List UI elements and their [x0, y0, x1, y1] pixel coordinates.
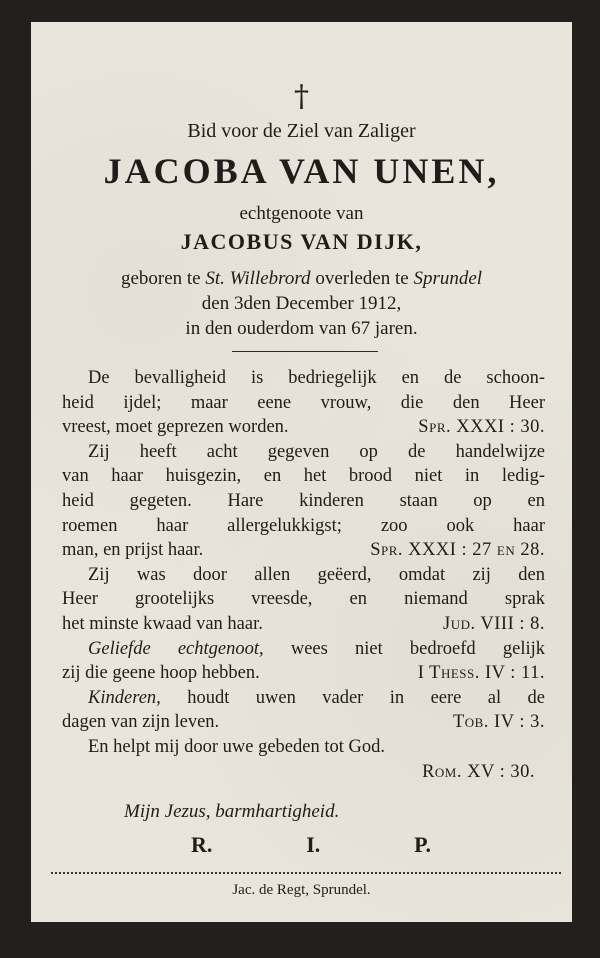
verse-line [62, 735, 545, 760]
verse-block [62, 366, 545, 784]
verse-italic: Geliefde echtgenoot, [88, 638, 264, 659]
verse-text: wees niet bedroefd gelijk [290, 638, 545, 659]
verse-text: vreest, moet geprezen worden. [62, 417, 289, 438]
death-date: den 3den December 1912, [201, 293, 402, 314]
dotted-divider [51, 872, 561, 874]
verse-line [62, 415, 545, 440]
prayer-line: Mijn Jezus, barmhartigheid. [124, 801, 340, 822]
verse-line [62, 366, 545, 391]
verse-reference: Spr. XXXI : 27 en 28. [370, 540, 545, 561]
verse-line [62, 637, 545, 662]
verse-text: roemen haar allergelukkigst; zoo ook haar [62, 515, 545, 536]
verse-line [62, 464, 545, 489]
verse-text: man, en prijst haar. [62, 540, 204, 561]
verse-text: het minste kwaad van haar. [62, 613, 263, 634]
died-prefix: overleden te [315, 268, 409, 289]
rip-letter: I. [306, 832, 321, 857]
verse-line [62, 538, 545, 563]
verse-reference: Spr. XXXI : 30. [418, 417, 545, 438]
verse-line [62, 514, 545, 539]
rip-letter: R. [191, 832, 213, 857]
cross-icon: † [294, 79, 309, 114]
verse-line [62, 587, 545, 612]
memorial-card [31, 22, 572, 922]
rip-letter: P. [414, 832, 431, 857]
verse-reference: Rom. XV : 30. [422, 761, 535, 782]
verse-text: Zij was door allen geëerd, omdat zij den [88, 564, 545, 585]
born-prefix: geboren te [120, 268, 201, 289]
verse-line [62, 661, 545, 686]
divider [232, 351, 378, 352]
verse-reference: I Thess. IV : 11. [417, 663, 545, 684]
verse-text: En helpt mij door uwe gebeden tot God. [88, 736, 385, 757]
verse-line [62, 760, 545, 785]
verse-line [62, 391, 545, 416]
died-place: Sprundel [413, 268, 483, 289]
verse-line [62, 489, 545, 514]
verse-text: dagen van zijn leven. [62, 712, 220, 733]
verse-text: De bevalligheid is bedriegelijk en de schoon- [88, 368, 545, 388]
pray-line: Bid voor de Ziel van Zaliger [187, 120, 416, 142]
printer-line: Jac. de Regt, Sprundel. [232, 882, 371, 898]
verse-reference: Jud. VIII : 8. [443, 613, 545, 634]
verse-text: heid ijdel; maar eene vrouw, die den Heer [62, 392, 545, 413]
rip [191, 832, 431, 858]
spouse-name: JACOBUS VAN DIJK, [180, 229, 423, 254]
verse-text: van haar huisgezin, en het brood niet in ledig- [62, 466, 545, 487]
verse-line [62, 710, 545, 735]
verse-text: zij die geene hoop hebben. [62, 663, 260, 684]
verse-line [62, 686, 545, 711]
deceased-name: JACOBA VAN UNEN, [103, 151, 500, 191]
spouse-of-label: echtgenoote van [239, 203, 364, 224]
verse-line [62, 612, 545, 637]
born-place: St. Willebrord [205, 268, 311, 289]
verse-italic: Kinderen, [88, 687, 161, 708]
verse-text: heid gegeten. Hare kinderen staan op en [62, 490, 545, 511]
birth-death-line [31, 268, 572, 290]
verse-text: houdt uwen vader in eere al de [187, 687, 546, 708]
verse-line [62, 440, 545, 465]
verse-line [62, 563, 545, 588]
verse-reference: Tob. IV : 3. [452, 712, 545, 733]
age-line: in den ouderdom van 67 jaren. [185, 318, 418, 339]
verse-text: Heer grootelijks vreesde, en niemand sprak [62, 589, 545, 610]
verse-text: Zij heeft acht gegeven op de handelwijze [88, 441, 545, 462]
